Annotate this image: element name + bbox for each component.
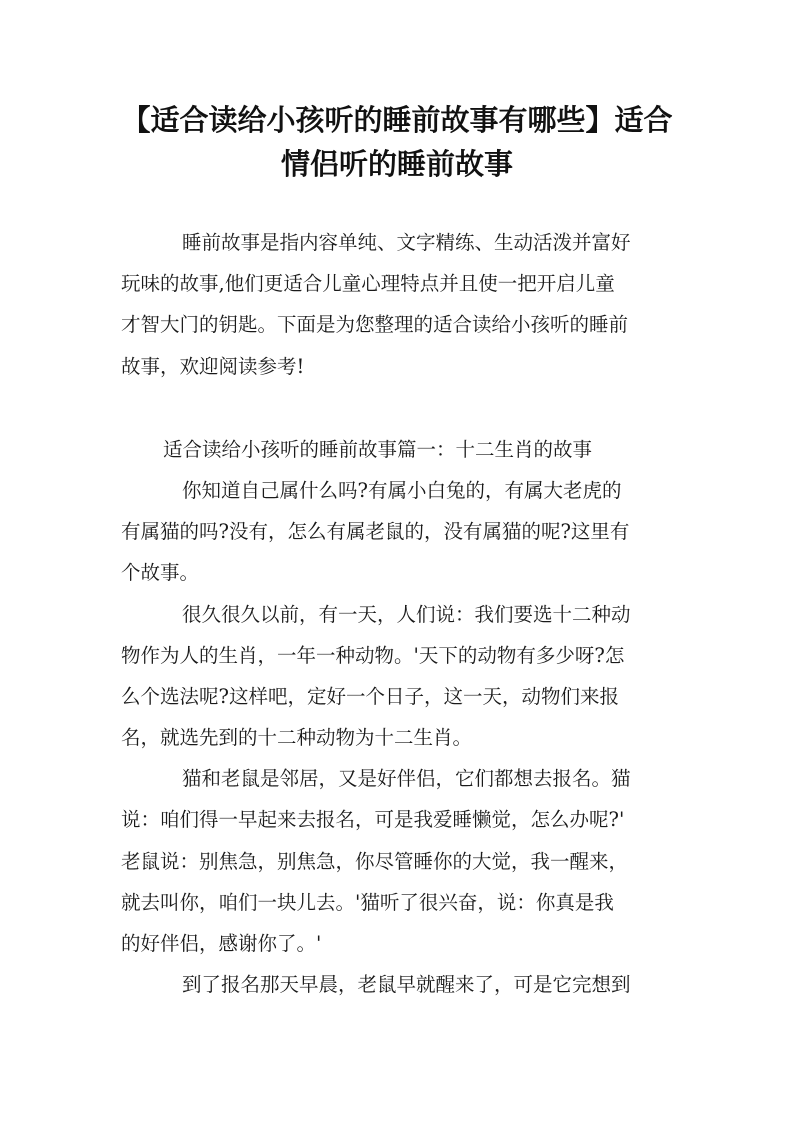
text-line: 很久很久以前，有一天，人们说：我们要选十二种动	[182, 602, 631, 626]
text-line: 你知道自己属什么吗?有属小白兔的，有属大老虎的	[182, 478, 622, 502]
title-line-2: 情侣听的睡前故事	[280, 147, 513, 181]
story-paragraph-3	[121, 758, 681, 964]
story-paragraph-4	[121, 964, 681, 1005]
story-paragraph-2	[121, 594, 681, 759]
text-line: 个故事。	[121, 561, 200, 585]
text-line: 故事，欢迎阅读参考!	[121, 354, 305, 378]
text-line: 就去叫你，咱们一块儿去。'猫听了很兴奋，说：你真是我	[121, 890, 614, 914]
text-line: 物作为人的生肖，一年一种动物。'天下的动物有多少呀?怎	[121, 643, 625, 667]
text-line: 到了报名那天早晨，老鼠早就醒来了，可是它完想到	[182, 973, 631, 997]
text-line: 玩味的故事,他们更适合儿童心理特点并且使一把开启儿童	[121, 272, 615, 296]
text-line: 睡前故事是指内容单纯、文字精练、生动活泼并富好	[182, 231, 631, 254]
text-line: 么个选法呢?这样吧，定好一个日子，这一天，动物们来报	[121, 684, 619, 708]
story-paragraph-1	[121, 470, 681, 594]
text-line: 的好伴侣，感谢你了。'	[121, 932, 322, 955]
text-line: 名，就选先到的十二种动物为十二生肖。	[121, 726, 473, 750]
title-line-1: 【适合读给小孩听的睡前故事有哪些】适合	[121, 103, 673, 137]
text-line: 才智大门的钥匙。下面是为您整理的适合读给小孩听的睡前	[121, 313, 629, 337]
section-heading: 适合读给小孩听的睡前故事篇一：十二生肖的故事	[163, 437, 593, 461]
text-line: 猫和老鼠是邻居，又是好伴侣，它们都想去报名。猫	[182, 767, 631, 791]
text-line: 有属猫的吗?没有，怎么有属老鼠的，没有属猫的呢?这里有	[121, 520, 630, 544]
text-line: 说：咱们得一早起来去报名，可是我爱睡懒觉，怎么办呢?'	[121, 808, 625, 832]
paragraph-gap	[121, 387, 681, 429]
page-title	[110, 98, 684, 186]
intro-paragraph	[121, 222, 681, 387]
document-body	[121, 222, 681, 1005]
text-line: 老鼠说：别焦急，别焦急，你尽管睡你的大觉，我一醒来，	[121, 849, 629, 873]
